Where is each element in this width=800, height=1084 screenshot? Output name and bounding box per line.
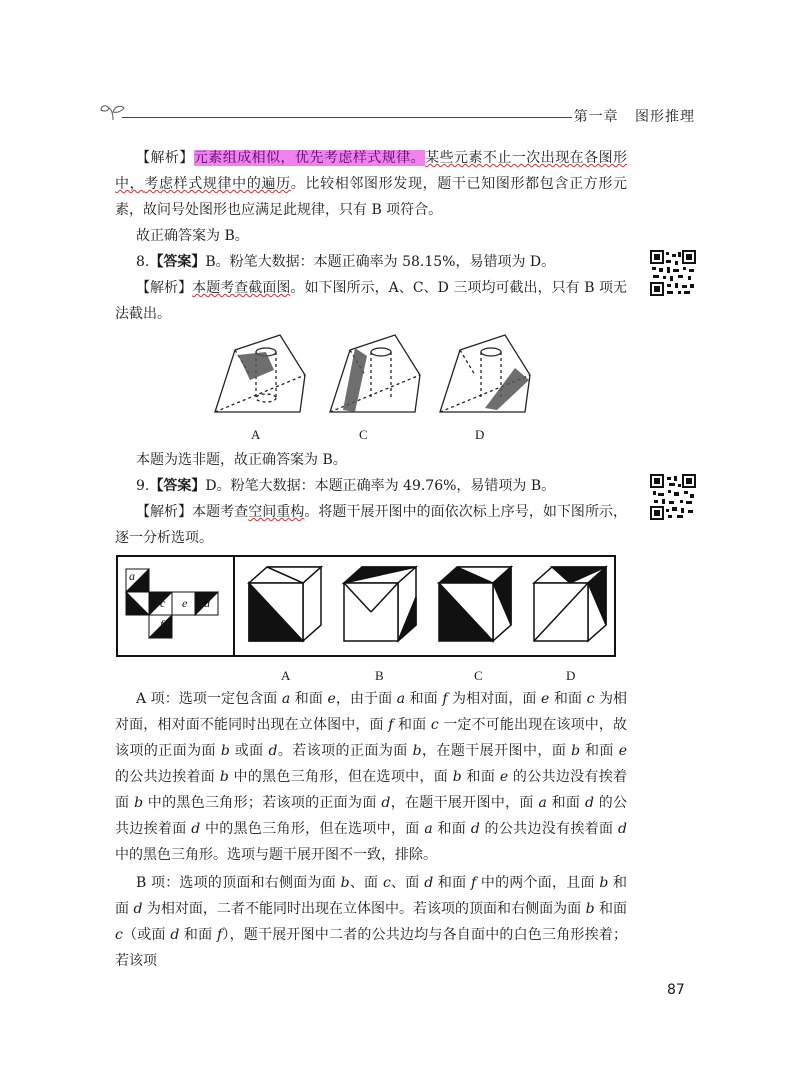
cube-net-figure [116, 555, 616, 657]
sprout-icon [100, 102, 126, 122]
cross-section-figure [210, 330, 540, 420]
q8-conclusion-and-q9: 本题为选非题，故正确答案为 B。 9.【答案】D。粉笔大数据：本题正确率为 49.76%，易错项为 B。 【解析】本题考查空间重构。将题干展开图中的面依次标上序号，如下图所示，逐一分析选项。 [115, 447, 627, 551]
analysis-paragraph-1: 【解析】元素组成相似，优先考虑样式规律。某些元素不止一次出现在各图形中，考虑样式规律中的遍历。比较相邻图形发现，题干已知图形都包含正方形元素，故问号处图形也应满足此规律，只有 B 项符合。 故正确答案为 B。 8.【答案】B。粉笔大数据：本题正确率为 58.15%，易错项为 D。 【解析】本题考查截面图。如下图所示，A、C、D 三项均可截出，只有 B 项无法截出。 [115, 145, 627, 327]
qr-code-icon[interactable] [650, 474, 696, 520]
qr-code-icon[interactable] [650, 250, 696, 296]
figure-label-c: C [359, 427, 368, 442]
q8-answer: 8.【答案】B。粉笔大数据：本题正确率为 58.15%，易错项为 D。 [136, 254, 556, 270]
q9-analysis: 【解析】本题考查空间重构。将题干展开图中的面依次标上序号，如下图所示，逐一分析选项。 [115, 504, 628, 546]
frustum-c [330, 335, 420, 412]
net-face-a: a [129, 569, 135, 583]
net-face-e: e [182, 596, 188, 610]
option-cube-c [439, 567, 511, 641]
q9-answer: 9.【答案】D。粉笔大数据：本题正确率为 49.76%，易错项为 B。 [136, 478, 556, 494]
q8-analysis: 【解析】本题考查截面图。如下图所示，A、C、D 三项均可截出，只有 B 项无法截出。 [115, 280, 628, 322]
option-label-c: C [474, 668, 483, 683]
figure-label-a: A [251, 427, 261, 442]
net-face-b: b [140, 591, 146, 605]
frustum-d [440, 335, 530, 412]
option-label-d: D [566, 668, 576, 683]
net-face-d: d [204, 596, 210, 610]
frustum-a [215, 335, 305, 412]
page-number: 87 [667, 982, 685, 998]
net-face-c: c [160, 596, 166, 610]
option-b-analysis: B 项：选项的顶面和右侧面为面 b、面 c、面 d 和面 f 中的两个面，且面 b 和面 d 为相对面，二者不能同时出现在立体图中。若该项的顶面和右侧面为面 b 和面 c（或面 d 和面 f），题干展开图中二者的公共边均与各自面中的白色三角形挨着；若该项 [115, 875, 628, 969]
answer-conclusion-7: 故正确答案为 B。 [136, 228, 249, 244]
option-cube-d [534, 567, 606, 641]
option-cube-a [249, 567, 321, 641]
chapter-title: 第一章 图形推理 [573, 109, 695, 125]
figure-label-d: D [475, 427, 485, 442]
header-rule [122, 117, 572, 118]
net-face-f: f [160, 617, 164, 631]
option-a-analysis: A 项：选项一定包含面 a 和面 e，由于面 a 和面 f 为相对面，面 e 和面 c 为相对面，相对面不能同时出现在立体图中，面 f 和面 c 一定不可能出现在该项中，故该项的正面为面 b 或面 d。若该项的正面为面 b，在题干展开图中，面 b 和面 e 的公共边挨着面 b 中的黑色三角形，但在选项中，面 b 和面 e 的公共边没有挨着面 b 中的黑色三角形；若该项的正面为面 d，在题干展开图中，面 a 和面 d 的公共边挨着面 d 中的黑色三角形，但在选项中，面 a 和面 d 的公共边没有挨着面 d 中的黑色三角形。选项与题干展开图不一致，排除。 [115, 691, 628, 863]
option-label-b: B [375, 668, 384, 683]
page-header [100, 100, 695, 130]
option-label-a: A [281, 668, 291, 683]
option-cube-b [344, 567, 416, 641]
highlighted-text: 元素组成相似，优先考虑样式规律。 [193, 150, 426, 166]
